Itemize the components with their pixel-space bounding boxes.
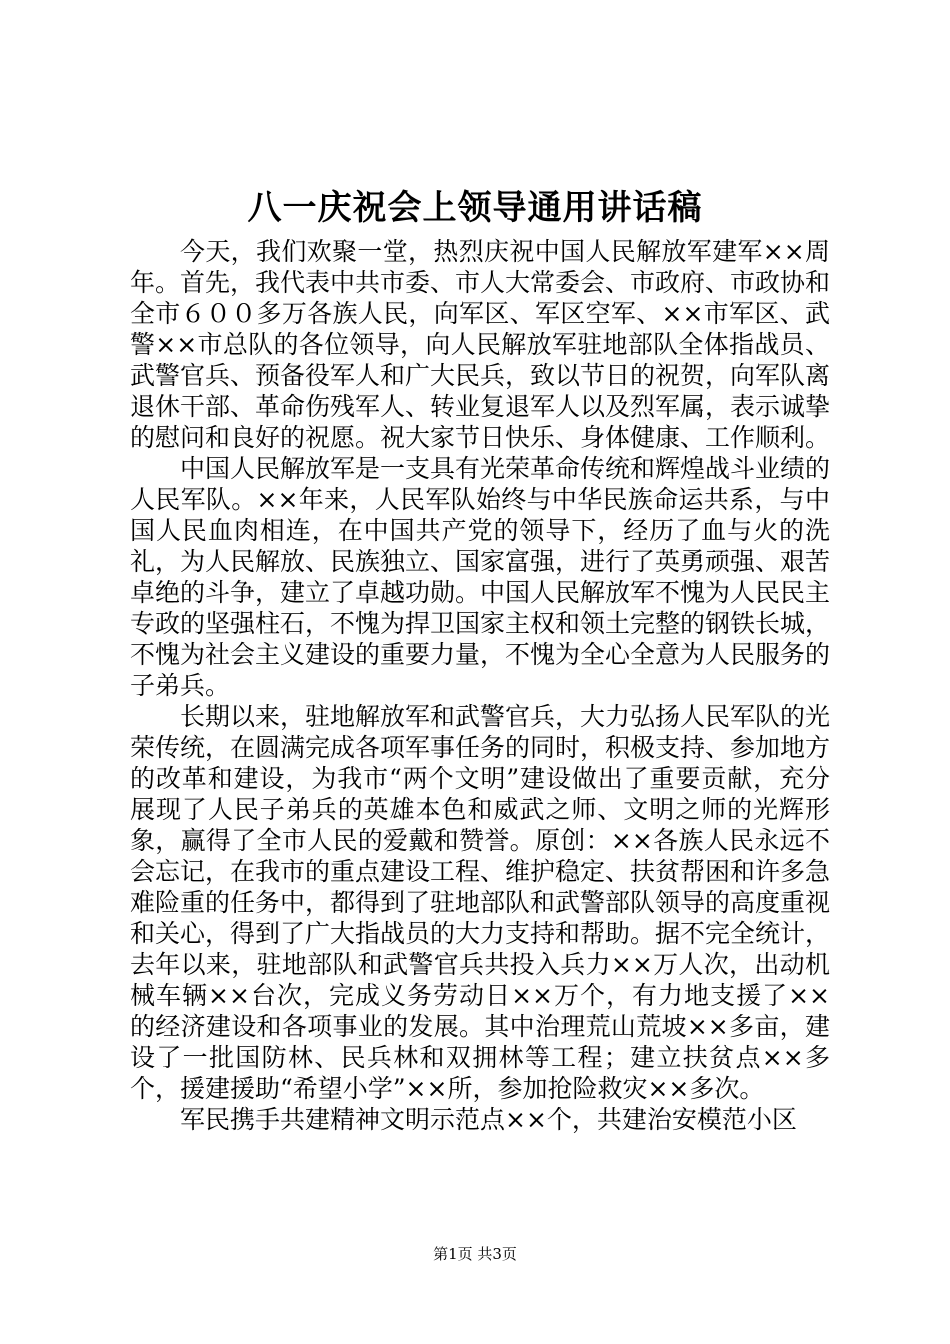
paragraph-1: 今天，我们欢聚一堂，热烈庆祝中国人民解放军建军××周年。首先，我代表中共市委、市人大常委会、市政府、市政协和全市６００多万各族人民，向军区、军区空军、××市军区、武警××市总队的各位领导，向人民解放军驻地部队全体指战员、武警官兵、预备役军人和广大民兵，致以节日的祝贺，向军队离退休干部、革命伤残军人、转业复退军人以及烈军属，表示诚挚的慰问和良好的祝愿。祝大家节日快乐、身体健康、工作顺利。 xyxy=(130,237,831,452)
paragraph-2: 中国人民解放军是一支具有光荣革命传统和辉煌战斗业绩的人民军队。××年来，人民军队始终与中华民族命运共系，与中国人民血肉相连，在中国共产党的领导下，经历了血与火的洗礼，为人民解放、民族独立、国家富强，进行了英勇顽强、艰苦卓绝的斗争，建立了卓越功勋。中国人民解放军不愧为人民民主专政的坚强柱石，不愧为捍卫国家主权和领土完整的钢铁长城，不愧为社会主义建设的重要力量，不愧为全心全意为人民服务的子弟兵。 xyxy=(130,454,831,700)
page-footer: 第1页 共3页 xyxy=(433,1245,517,1263)
paragraph-4: 军民携手共建精神文明示范点××个，共建治安模范小区 xyxy=(180,1105,797,1134)
paragraph-3: 长期以来，驻地解放军和武警官兵，大力弘扬人民军队的光荣传统，在圆满完成各项军事任务的同时，积极支持、参加地方的改革和建设，为我市“两个文明”建设做出了重要贡献，充分展现了人民子弟兵的英雄本色和威武之师、文明之师的光辉形象，赢得了全市人民的爱戴和赞誉。原创：××各族人民永远不会忘记，在我市的重点建设工程、维护稳定、扶贫帮困和许多急难险重的任务中，都得到了驻地部队和武警部队领导的高度重视和关心，得到了广大指战员的大力支持和帮助。据不完全统计，去年以来，驻地部队和武警官兵共投入兵力××万人次，出动机械车辆××台次，完成义务劳动日××万个，有力地支援了××的经济建设和各项事业的发展。其中治理荒山荒坡××多亩，建设了一批国防林、民兵林和双拥林等工程；建立扶贫点××多个，援建援助“希望小学”××所，参加抢险救灾××多次。 xyxy=(130,702,831,1103)
document-title: 八一庆祝会上领导通用讲话稿 xyxy=(247,188,703,228)
document-body xyxy=(130,236,830,1135)
